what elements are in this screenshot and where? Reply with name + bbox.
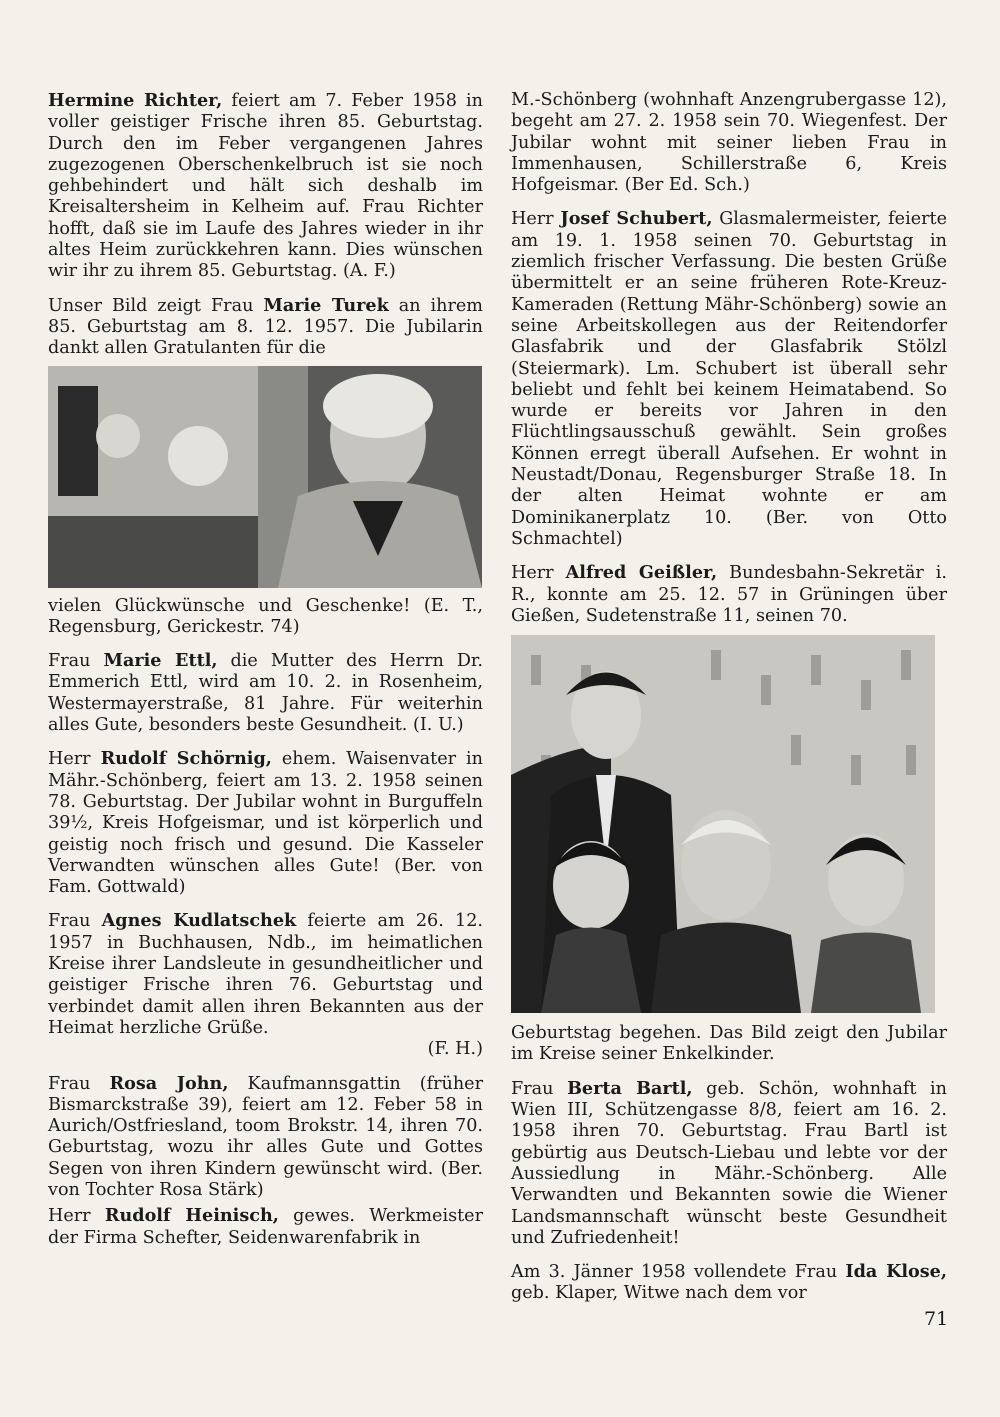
notice-signature: (F. H.) (427, 1039, 483, 1060)
notice-name: Alfred Geißler, (565, 562, 718, 584)
notice-name: Marie Ettl, (103, 650, 218, 672)
notice-text: gewes. Werkmeister der Firma Schefter, Seidenwarenfabrik in (48, 1206, 483, 1248)
notice-rudolf-heinisch (48, 1205, 483, 1249)
notice-text: geb. Klaper, Witwe nach dem vor (511, 1283, 807, 1304)
notice-josef-schubert (511, 208, 947, 550)
notice-prefix: Frau (511, 1078, 568, 1099)
notice-prefix: Herr (48, 749, 101, 770)
notice-marie-turek-continued: vielen Glückwünsche und Geschenke! (E. T., Regensburg, Gerickestr. 74) (48, 595, 483, 637)
page-number: 71 (924, 1308, 949, 1330)
notice-prefix: Frau (48, 1073, 110, 1094)
notice-marie-turek (48, 295, 483, 360)
photo-alfred-geissler-family (511, 635, 935, 1013)
notice-text: die Mutter des Herrn Dr. Emmerich Ettl, wird am 10. 2. in Rosenheim, Westermayerstraße, 81 Jahre. Für weiterhin alles Gute, besonders beste Gesundheit. (I. U.) (48, 651, 484, 736)
notice-prefix: Am 3. Jänner 1958 vollendete Frau (511, 1262, 846, 1283)
notice-name: Agnes Kudlatschek (101, 910, 297, 932)
notice-marie-ettl (48, 650, 483, 736)
notice-hermine-richter (48, 90, 483, 283)
notice-text: an ihrem 85. Geburtstag am 8. 12. 1957. Die Jubilarin dankt allen Gratulanten für die (48, 295, 483, 359)
notice-prefix: Herr (511, 563, 566, 584)
notice-text: Bundesbahn-Sekretär i. R., konnte am 25. 12. 57 in Grüningen über Gießen, Sudetenstraße 11, seinen 70. (511, 563, 947, 626)
notice-geissler-continued: Geburtstag begehen. Das Bild zeigt den Jubilar im Kreise seiner Enkelkinder. (511, 1023, 947, 1065)
notice-name: Rosa John, (109, 1072, 229, 1094)
notice-name: Hermine Richter, (48, 90, 223, 111)
notice-text: geb. Schön, wohnhaft in Wien III, Schützengasse 8/8, feiert am 16. 2. 1958 ihren 70. Geburtstag. Frau Bartl ist gebürtig aus Deutsch-Liebau und lebte vor der Aussiedlung in Mähr.-Schönberg. Alle Verwandten und Bekannten sowie die Wiener Landsmannschaft wünscht beste Gesundheit und Zufriedenheit! (511, 1078, 948, 1248)
notice-name: Marie Turek (263, 294, 389, 316)
notice-berta-bartl (511, 1078, 947, 1249)
notice-prefix: Unser Bild zeigt Frau (48, 295, 264, 316)
notice-name: Berta Bartl, (567, 1077, 693, 1099)
notice-prefix: Herr (511, 209, 561, 230)
notice-prefix: Frau (48, 911, 102, 932)
notice-name: Ida Klose, (845, 1261, 948, 1283)
notice-prefix: Frau (48, 651, 104, 672)
notice-text: feiert am 7. Feber 1958 in voller geistiger Frische ihren 85. Geburtstag. Durch den im Feber vergangenen Jahres zugezogenen Oberschenkelbruch ist sie noch gehbehindert und hält sich deshalb im Kreisaltersheim in Kelheim auf. Frau Richter hofft, daß sie im Laufe des Jahres wieder in ihr altes Heim zurückkehren kann. Dies wünschen wir ihr zu ihrem 85. Geburtstag. (A. F.) (48, 91, 483, 282)
notice-alfred-geissler (511, 562, 947, 627)
notice-text: Kaufmannsgattin (früher Bismarckstraße 39), feiert am 12. Feber 58 in Aurich/Ostfriesland, toom Brokstr. 14, ihren 70. Geburtstag, wozu ihr alles Gute und Gottes Segen von ihren Kindern gewünscht wird. (Ber. von Tochter Rosa Stärk) (48, 1073, 483, 1200)
right-column (511, 90, 947, 1317)
photo-marie-turek (48, 366, 482, 588)
notice-name: Rudolf Schörnig, (100, 748, 272, 770)
notice-text: feierte am 26. 12. 1957 in Buchhausen, Ndb., im heimatlichen Kreise ihrer Landsleute in gesundheitlicher und geistiger Frische ihren 76. Geburtstag und verbindet damit allen ihren Bekannten aus der Heimat herzliche Grüße. (48, 911, 483, 1038)
left-column (48, 90, 483, 1261)
notice-heinisch-continued: M.-Schönberg (wohnhaft Anzengrubergasse 12), begeht am 27. 2. 1958 sein 70. Wiegenfest. Der Jubilar wohnt mit seiner lieben Frau in Immenhausen, Schillerstraße 6, Kreis Hofgeismar. (Ber Ed. Sch.) (511, 90, 947, 196)
notice-text: ehem. Waisenvater in Mähr.-Schönberg, feiert am 13. 2. 1958 seinen 78. Geburtstag. Der Jubilar wohnt in Burguffeln 39½, Kreis Hofgeismar, und ist körperlich und geistig noch frisch und gesund. Die Kasseler Verwandten wünschen alles Gute! (Ber. von Fam. Gottwald) (48, 749, 483, 898)
notice-rudolf-schoernig (48, 748, 483, 898)
notice-text: Glasmalermeister, feierte am 19. 1. 1958 seinen 70. Geburtstag in ziemlich frischer Verfassung. Die besten Grüße übermittelt er an seine früheren Rote-Kreuz-Kameraden (Rettung Mähr-Schönberg) sowie an seine Arbeitskollegen aus der Reitendorfer Glasfabrik und der Glasfabrik Stölzl (Steiermark). Lm. Schubert ist überall sehr beliebt und fehlt bei keinem Heimatabend. So wurde er bereits vor Jahren in den Flüchtlingsausschuß gewählt. Sein großes Können erregt überall Aufsehen. Er wohnt in Neustadt/Donau, Regensburger Straße 18. In der alten Heimat wohnte er am Dominikanerplatz 10. (Ber. von Otto Schmachtel) (511, 209, 948, 549)
notice-name: Josef Schubert, (560, 208, 713, 230)
notice-ida-klose (511, 1261, 947, 1305)
notice-prefix: Herr (48, 1206, 105, 1227)
notice-agnes-kudlatschek (48, 910, 483, 1060)
notice-rosa-john (48, 1073, 483, 1202)
notice-name: Rudolf Heinisch, (104, 1205, 279, 1227)
